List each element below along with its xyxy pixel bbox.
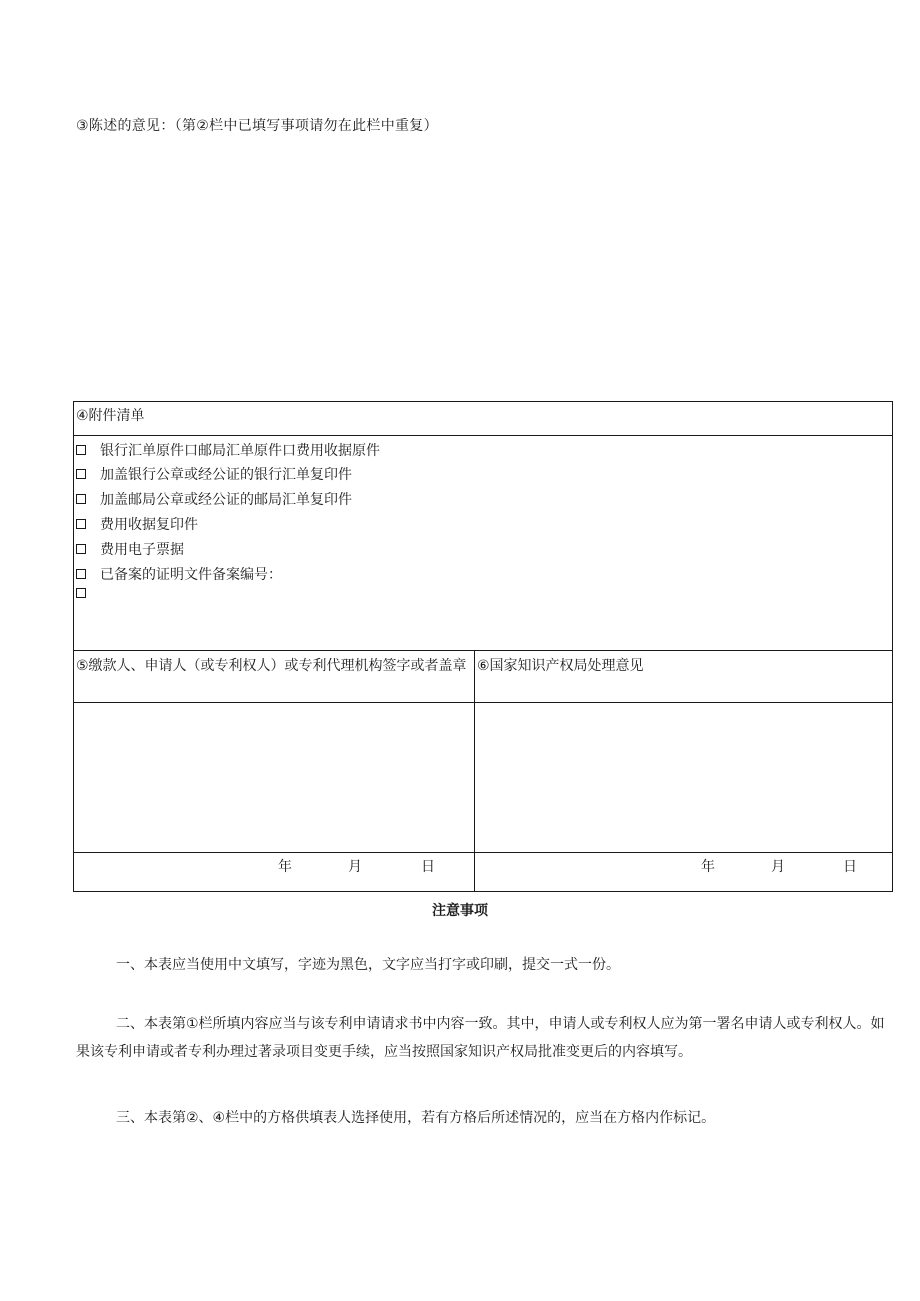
year-label: 年 xyxy=(278,859,292,875)
day-label: 日 xyxy=(421,859,435,875)
signature-area[interactable] xyxy=(74,703,474,852)
note-text: 一、本表应当使用中文填写，字迹为黑色，文字应当打字或印刷，提交一式一份。 xyxy=(116,957,620,973)
checkbox[interactable] xyxy=(76,588,86,598)
attachment-item-label: 加盖邮局公章或经公证的邮局汇单复印件 xyxy=(100,492,352,508)
attachment-item-label: 费用电子票据 xyxy=(100,542,184,558)
month-label: 月 xyxy=(348,859,362,875)
note-text: 三、本表第②、④栏中的方格供填表人选择使用，若有方格后所述情况的，应当在方格内作标记。 xyxy=(116,1110,716,1126)
notes-title: 注意事项 xyxy=(432,903,488,919)
office-opinion-title: ⑥国家知识产权局处理意见 xyxy=(477,658,644,674)
attachment-item-label: 已备案的证明文件备案编号： xyxy=(100,567,282,583)
note-text: 二、本表第①栏所填内容应当与该专利申请请求书中内容一致。其中，申请人或专利权人应为第一署名申请人或专利权人。如果该专利申请或者专利办理过著录项目变更手续，应当按照国家知识产权局批准变更后的内容填写。 xyxy=(76,1016,885,1060)
date-row-divider xyxy=(73,852,893,853)
table-border-right xyxy=(892,401,893,892)
note-paragraph xyxy=(76,1010,896,1066)
attachment-item-label: 加盖银行公章或经公证的银行汇单复印件 xyxy=(100,467,352,483)
year-label: 年 xyxy=(701,859,715,875)
checkbox[interactable] xyxy=(76,519,86,529)
checkbox[interactable] xyxy=(76,494,86,504)
table-border-top xyxy=(73,401,893,402)
note-paragraph xyxy=(76,951,896,979)
attachment-item[interactable] xyxy=(76,514,198,534)
month-label: 月 xyxy=(771,859,785,875)
attachment-item[interactable] xyxy=(76,539,184,559)
table-border-bottom xyxy=(73,891,893,892)
signature-section-divider xyxy=(73,650,893,651)
attachment-item[interactable] xyxy=(76,588,100,598)
attachment-item[interactable] xyxy=(76,440,380,460)
attachment-item-label: 费用收据复印件 xyxy=(100,517,198,533)
signature-title: ⑤缴款人、申请人（或专利权人）或专利代理机构签字或者盖章 xyxy=(76,658,467,674)
day-label: 日 xyxy=(843,859,857,875)
attachment-item[interactable] xyxy=(76,464,352,484)
attachment-item[interactable] xyxy=(76,564,282,584)
attachments-title: ④附件清单 xyxy=(76,408,145,424)
attachment-item[interactable] xyxy=(76,489,352,509)
office-opinion-area[interactable] xyxy=(475,703,892,852)
attachments-header-divider xyxy=(73,435,893,436)
checkbox[interactable] xyxy=(76,544,86,554)
checkbox[interactable] xyxy=(76,469,86,479)
note-paragraph xyxy=(76,1104,896,1132)
attachment-item-label: 银行汇单原件口邮局汇单原件口费用收据原件 xyxy=(100,443,380,459)
opinion-heading: ③陈述的意见：（第②栏中已填写事项请勿在此栏中重复） xyxy=(76,118,438,134)
checkbox[interactable] xyxy=(76,445,86,455)
checkbox[interactable] xyxy=(76,569,86,579)
